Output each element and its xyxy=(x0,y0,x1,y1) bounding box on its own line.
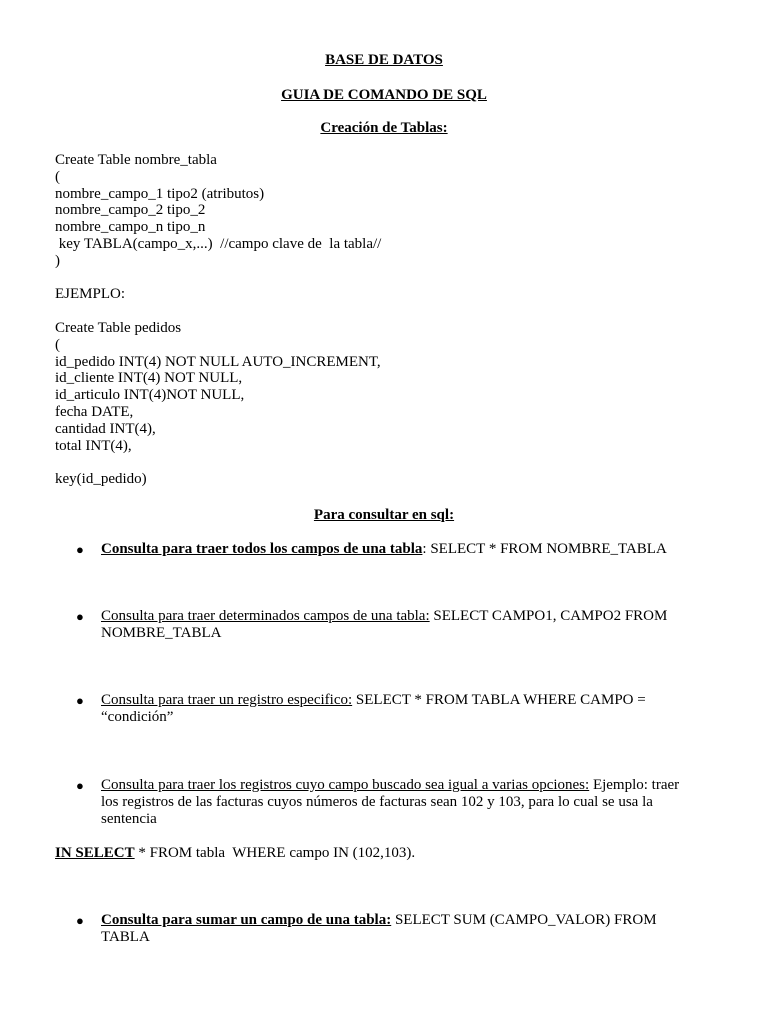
list-item xyxy=(76,541,696,558)
syntax-line: nombre_campo_2 tipo_2 xyxy=(55,202,206,219)
bullet-icon: ● xyxy=(76,913,84,928)
list-item xyxy=(76,912,696,946)
example-line: id_pedido INT(4) NOT NULL AUTO_INCREMENT, xyxy=(55,353,381,370)
syntax-line: ) xyxy=(55,252,60,269)
bullet-icon: ● xyxy=(76,778,84,793)
syntax-line: key TABLA(campo_x,...) //campo clave de la tabla// xyxy=(55,235,382,252)
example-line: id_cliente INT(4) NOT NULL, xyxy=(55,370,243,387)
example-line: total INT(4), xyxy=(55,437,132,454)
query-text: SELECT CAMPO1, CAMPO2 FROM NOMBRE_TABLA xyxy=(101,608,668,641)
example-line xyxy=(55,454,735,471)
guide-title: GUIA DE COMANDO DE SQL xyxy=(281,87,487,103)
section-heading-table-creation: Creación de Tablas: xyxy=(320,120,448,136)
query-text: SELECT * FROM NOMBRE_TABLA xyxy=(426,541,667,557)
query-label: Consulta para sumar un campo de una tabla: xyxy=(101,912,392,928)
query-text: Ejemplo: traer los registros de las facturas cuyos números de facturas sean 102 y 103, para lo cual se usa la sentencia xyxy=(101,777,680,827)
syntax-line: nombre_campo_1 tipo2 (atributos) xyxy=(55,185,265,202)
syntax-code-block xyxy=(55,152,735,488)
bullet-icon: ● xyxy=(76,609,84,624)
in-select-keyword: IN SELECT xyxy=(55,845,135,861)
spacer xyxy=(55,270,735,287)
list-item xyxy=(76,777,696,828)
query-text: SELECT * FROM TABLA WHERE CAMPO = “condición” xyxy=(101,692,646,725)
query-label: Consulta para traer los registros cuyo campo buscado sea igual a varias opciones: xyxy=(101,777,590,793)
syntax-line: Create Table nombre_tabla xyxy=(55,152,217,168)
in-select-statement xyxy=(55,845,415,862)
bullet-icon: ● xyxy=(76,693,84,708)
query-label: Consulta para traer todos los campos de una tabla xyxy=(101,541,423,557)
example-line: key(id_pedido) xyxy=(55,471,147,488)
example-line: Create Table pedidos xyxy=(55,319,182,336)
syntax-line: nombre_campo_n tipo_n xyxy=(55,219,206,236)
example-line: id_articulo INT(4)NOT NULL, xyxy=(55,387,245,404)
example-label: EJEMPLO: xyxy=(55,286,126,303)
syntax-line: ( xyxy=(55,168,60,185)
query-text: SELECT SUM (CAMPO_VALOR) FROM TABLA xyxy=(101,912,657,945)
list-item xyxy=(76,608,696,642)
in-select-rest: * FROM tabla WHERE campo IN (102,103). xyxy=(134,845,416,861)
bullet-icon: ● xyxy=(76,542,84,557)
query-label: Consulta para traer un registro especifico: xyxy=(101,692,353,708)
list-item xyxy=(76,692,696,726)
example-line: fecha DATE, xyxy=(55,403,134,420)
example-line: ( xyxy=(55,336,60,353)
document-title: BASE DE DATOS xyxy=(325,52,443,68)
spacer xyxy=(55,303,735,320)
section-heading-queries: Para consultar en sql: xyxy=(313,507,455,523)
query-label: Consulta para traer determinados campos de una tabla: xyxy=(101,608,430,624)
query-separator: : xyxy=(422,541,427,557)
example-line: cantidad INT(4), xyxy=(55,420,156,437)
